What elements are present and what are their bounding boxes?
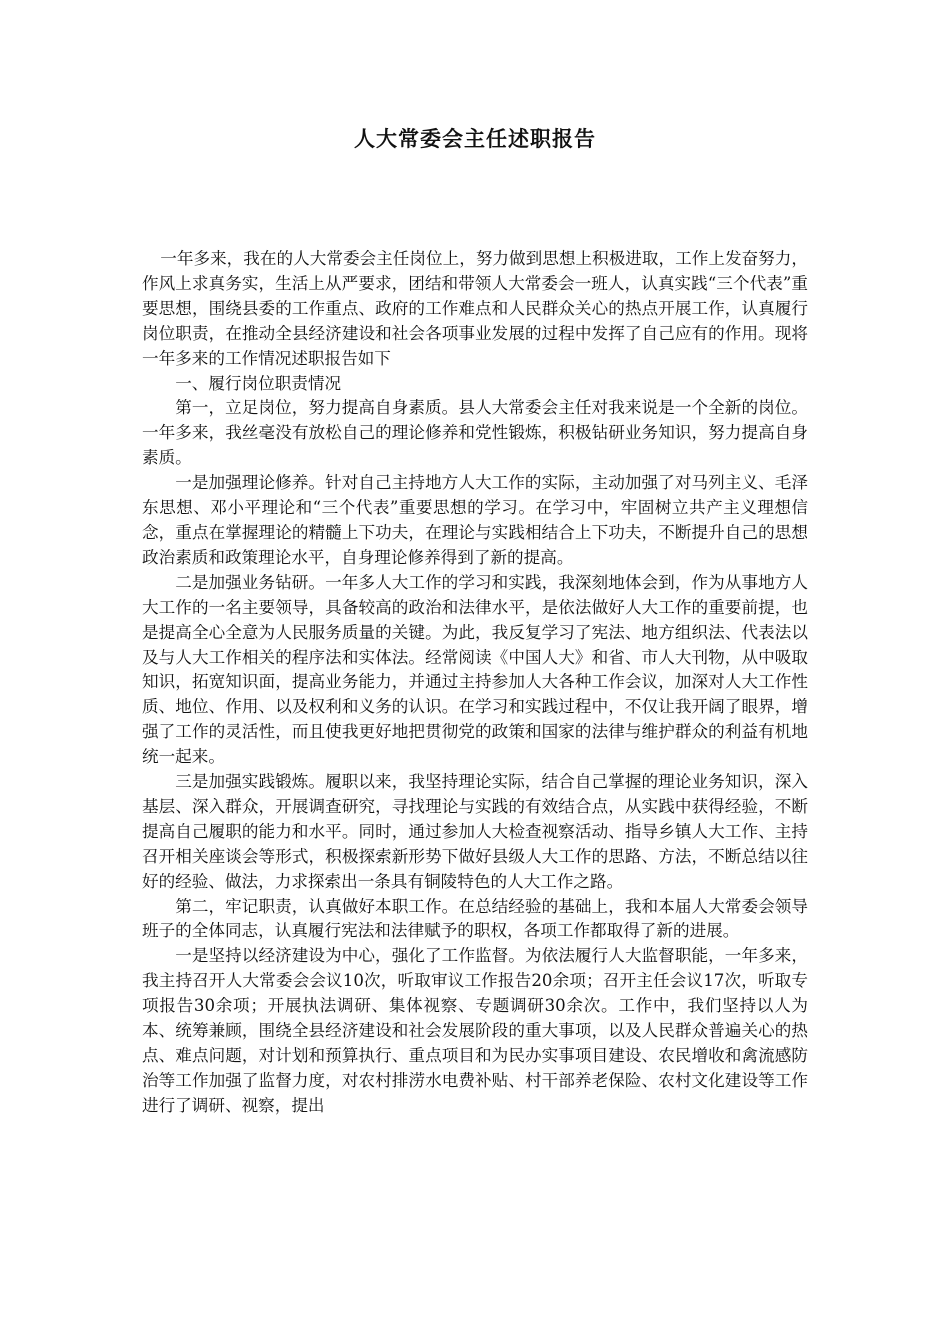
paragraph: 第二，牢记职责，认真做好本职工作。在总结经验的基础上，我和本届人大常委会领导班子的全体同志，认真履行宪法和法律赋予的职权，各项工作都取得了新的进展。 — [142, 896, 808, 941]
section-heading: 一、履行岗位职责情况 — [175, 373, 342, 393]
document-title: 人大常委会主任述职报告 — [354, 127, 596, 151]
paragraph: 一年多来，我在的人大常委会主任岗位上，努力做到思想上积极进取，工作上发奋努力，作风上求真务实，生活上从严要求，团结和带领人大常委会一班人，认真实践“三个代表”重要思想，围绕县委的工作重点、政府的工作难点和人民群众关心的热点开展工作，认真履行岗位职责，在推动全县经济建设和社会各项事业发展的过程中发挥了自己应有的作用。现将一年多来的工作情况述职报告如下 — [142, 249, 808, 368]
paragraph: 二是加强业务钻研。一年多人大工作的学习和实践，我深刻地体会到，作为从事地方人大工作的一名主要领导，具备较高的政治和法律水平，是依法做好人大工作的重要前提，也是提高全心全意为人民服务质量的关键。为此，我反复学习了宪法、地方组织法、代表法以及与人大工作相关的程序法和实体法。经常阅读《中国人大》和省、市人大刊物，从中吸取知识，拓宽知识面，提高业务能力，并通过主持参加人大各种工作会议，加深对人大工作性质、地位、作用、以及权利和义务的认识。在学习和实践过程中，不仅让我开阔了眼界，增强了工作的灵活性，而且使我更好地把贯彻党的政策和国家的法律与维护群众的利益有机地统一起来。 — [142, 572, 808, 767]
document-body — [142, 247, 808, 1119]
paragraph: 三是加强实践锻炼。履职以来，我坚持理论实际，结合自己掌握的理论业务知识，深入基层、深入群众，开展调查研究，寻找理论与实践的有效结合点，从实践中获得经验，不断提高自己履职的能力和水平。同时，通过参加人大检查视察活动、指导乡镇人大工作、主持召开相关座谈会等形式，积极探索新形势下做好县级人大工作的思路、方法，不断总结以往好的经验、做法，力求探索出一条具有铜陵特色的人大工作之路。 — [142, 772, 808, 891]
paragraph: 一是坚持以经济建设为中心，强化了工作监督。为依法履行人大监督职能，一年多来，我主持召开人大常委会会议10次，听取审议工作报告20余项；召开主任会议17次，听取专项报告30余项；开展执法调研、集体视察、专题调研30余次。工作中，我们坚持以人为本、统筹兼顾，围绕全县经济建设和社会发展阶段的重大事项，以及人民群众普遍关心的热点、难点问题，对计划和预算执行、重点项目和为民办实事项目建设、农民增收和禽流感防治等工作加强了监督力度，对农村排涝水电费补贴、村干部养老保险、农村文化建设等工作进行了调研、视察，提出 — [142, 946, 808, 1115]
paragraph: 一是加强理论修养。针对自己主持地方人大工作的实际，主动加强了对马列主义、毛泽东思想、邓小平理论和“三个代表”重要思想的学习。在学习中，牢固树立共产主义理想信念，重点在掌握理论的精髓上下功夫，在理论与实践相结合上下功夫，不断提升自己的思想政治素质和政策理论水平，自身理论修养得到了新的提高。 — [142, 473, 808, 567]
paragraph: 第一，立足岗位，努力提高自身素质。县人大常委会主任对我来说是一个全新的岗位。一年多来，我丝毫没有放松自己的理论修养和党性锻炼，积极钻研业务知识，努力提高自身素质。 — [142, 398, 808, 468]
